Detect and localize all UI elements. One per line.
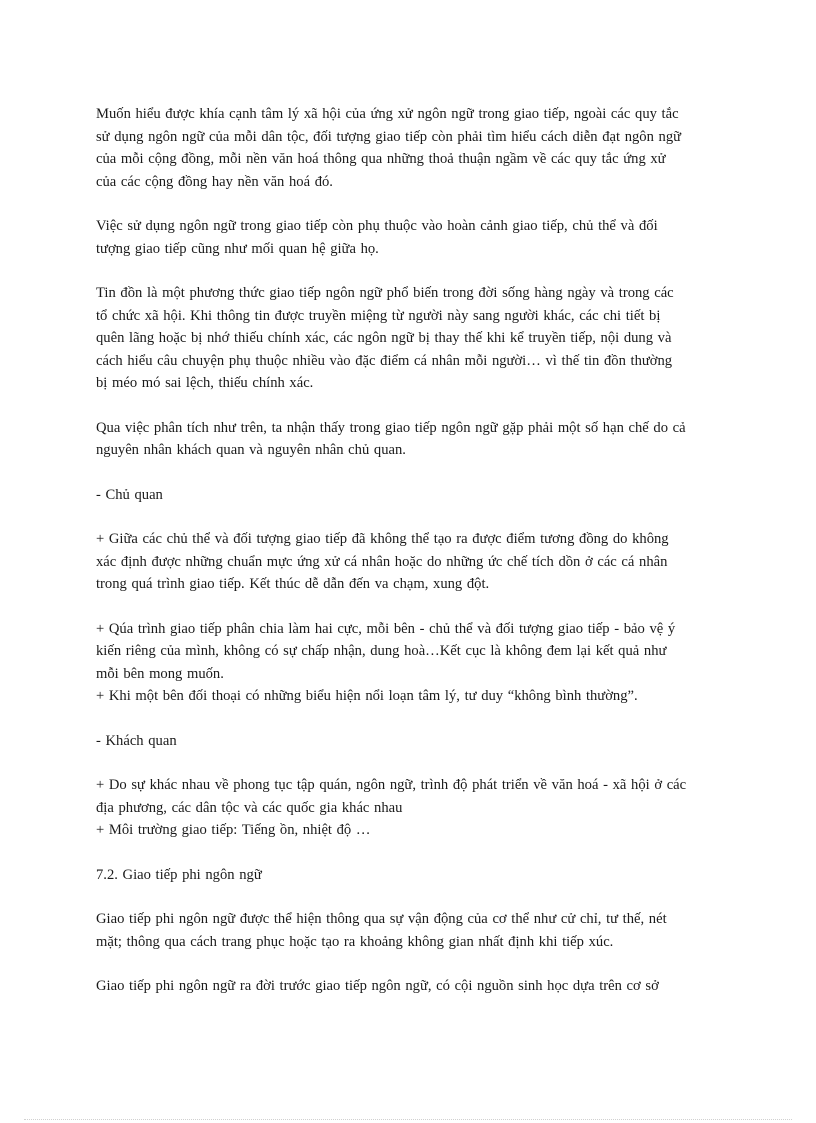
text-line: + Qúa trình giao tiếp phân chia làm hai cực, mỗi bên - chủ thể và đối tượng giao tiếp - bảo vệ ý [96, 620, 676, 637]
text-line: tổ chức xã hội. Khi thông tin được truyền miệng từ người này sang người khác, các chi tiết bị [96, 307, 661, 324]
text-line: - Chủ quan [96, 486, 163, 503]
paragraph-p5 [96, 484, 726, 507]
paragraph-p1 [96, 103, 726, 193]
text-line: Giao tiếp phi ngôn ngữ được thể hiện thông qua sự vận động của cơ thể như cử chỉ, tư thế, nét [96, 911, 667, 927]
text-line: quên lãng hoặc bị nhớ thiếu chính xác, các ngôn ngữ bị thay thế khi kể truyền tiếp, nội dung và [96, 330, 672, 346]
text-line: 7.2. Giao tiếp phi ngôn ngữ [96, 866, 262, 883]
text-line: trong quá trình giao tiếp. Kết thúc dễ dẫn đến va chạm, xung đột. [96, 576, 490, 592]
paragraph-p10 [96, 774, 726, 819]
text-line: kiến riêng của mình, không có sự chấp nhận, dung hoà…Kết cục là không đem lại kết quả như [96, 643, 667, 659]
text-line: + Môi trường giao tiếp: Tiếng ồn, nhiệt độ … [96, 822, 371, 838]
paragraph-p11 [96, 819, 726, 842]
paragraph-p8 [96, 685, 726, 708]
paragraph-p7 [96, 618, 726, 686]
text-line: + Khi một bên đối thoại có những biểu hiện nổi loạn tâm lý, tư duy “không bình thường”. [96, 688, 638, 704]
text-line: Tin đồn là một phương thức giao tiếp ngôn ngữ phổ biến trong đời sống hàng ngày và trong các [96, 285, 674, 301]
text-line: Việc sử dụng ngôn ngữ trong giao tiếp còn phụ thuộc vào hoàn cảnh giao tiếp, chủ thể và đối [96, 218, 658, 234]
text-line: địa phương, các dân tộc và các quốc gia khác nhau [96, 799, 403, 816]
paragraph-p12 [96, 864, 726, 887]
paragraph-p4 [96, 417, 726, 462]
paragraph-p13 [96, 908, 726, 953]
text-line: + Giữa các chủ thể và đối tượng giao tiếp đã không thể tạo ra được điểm tương đồng do không [96, 531, 669, 547]
text-line: của mỗi cộng đồng, mỗi nền văn hoá thông qua những thoả thuận ngầm về các quy tắc ứng xử [96, 151, 666, 167]
paragraph-p3 [96, 282, 726, 395]
text-line: mặt; thông qua cách trang phục hoặc tạo ra khoảng không gian nhất định khi tiếp xúc. [96, 933, 614, 950]
paragraph-p9 [96, 730, 726, 753]
text-line: Giao tiếp phi ngôn ngữ ra đời trước giao tiếp ngôn ngữ, có cội nguồn sinh học dựa trên cơ sở [96, 978, 659, 994]
paragraph-p2 [96, 215, 726, 260]
paragraph-p14 [96, 975, 726, 998]
text-line: mỗi bên mong muốn. [96, 665, 224, 682]
text-line: tượng giao tiếp cũng như mối quan hệ giữa họ. [96, 240, 379, 257]
paragraph-p6 [96, 528, 726, 596]
text-line: Qua việc phân tích như trên, ta nhận thấy trong giao tiếp ngôn ngữ gặp phải một số hạn chế do cả [96, 419, 686, 436]
text-line: Muốn hiểu được khía cạnh tâm lý xã hội của ứng xử ngôn ngữ trong giao tiếp, ngoài các quy tắc [96, 106, 679, 122]
document-body [96, 103, 726, 1020]
text-line: của các cộng đồng hay nền văn hoá đó. [96, 173, 333, 190]
page-bottom-border [24, 1119, 792, 1120]
text-line: cách hiểu câu chuyện phụ thuộc nhiều vào đặc điểm cá nhân mỗi người… vì thế tin đồn thường [96, 352, 673, 369]
text-line: - Khách quan [96, 732, 177, 749]
text-line: + Do sự khác nhau về phong tục tập quán, ngôn ngữ, trình độ phát triển về văn hoá - xã hội ở các [96, 777, 687, 793]
text-line: nguyên nhân khách quan và nguyên nhân chủ quan. [96, 442, 406, 458]
text-line: bị méo mó sai lệch, thiếu chính xác. [96, 375, 314, 391]
text-line: xác định được những chuẩn mực ứng xử cá nhân hoặc do những ức chế tích dồn ở các cá nhân [96, 553, 668, 570]
text-line: sử dụng ngôn ngữ của mỗi dân tộc, đối tượng giao tiếp còn phải tìm hiểu cách diễn đạt ngôn ngữ [96, 128, 682, 145]
